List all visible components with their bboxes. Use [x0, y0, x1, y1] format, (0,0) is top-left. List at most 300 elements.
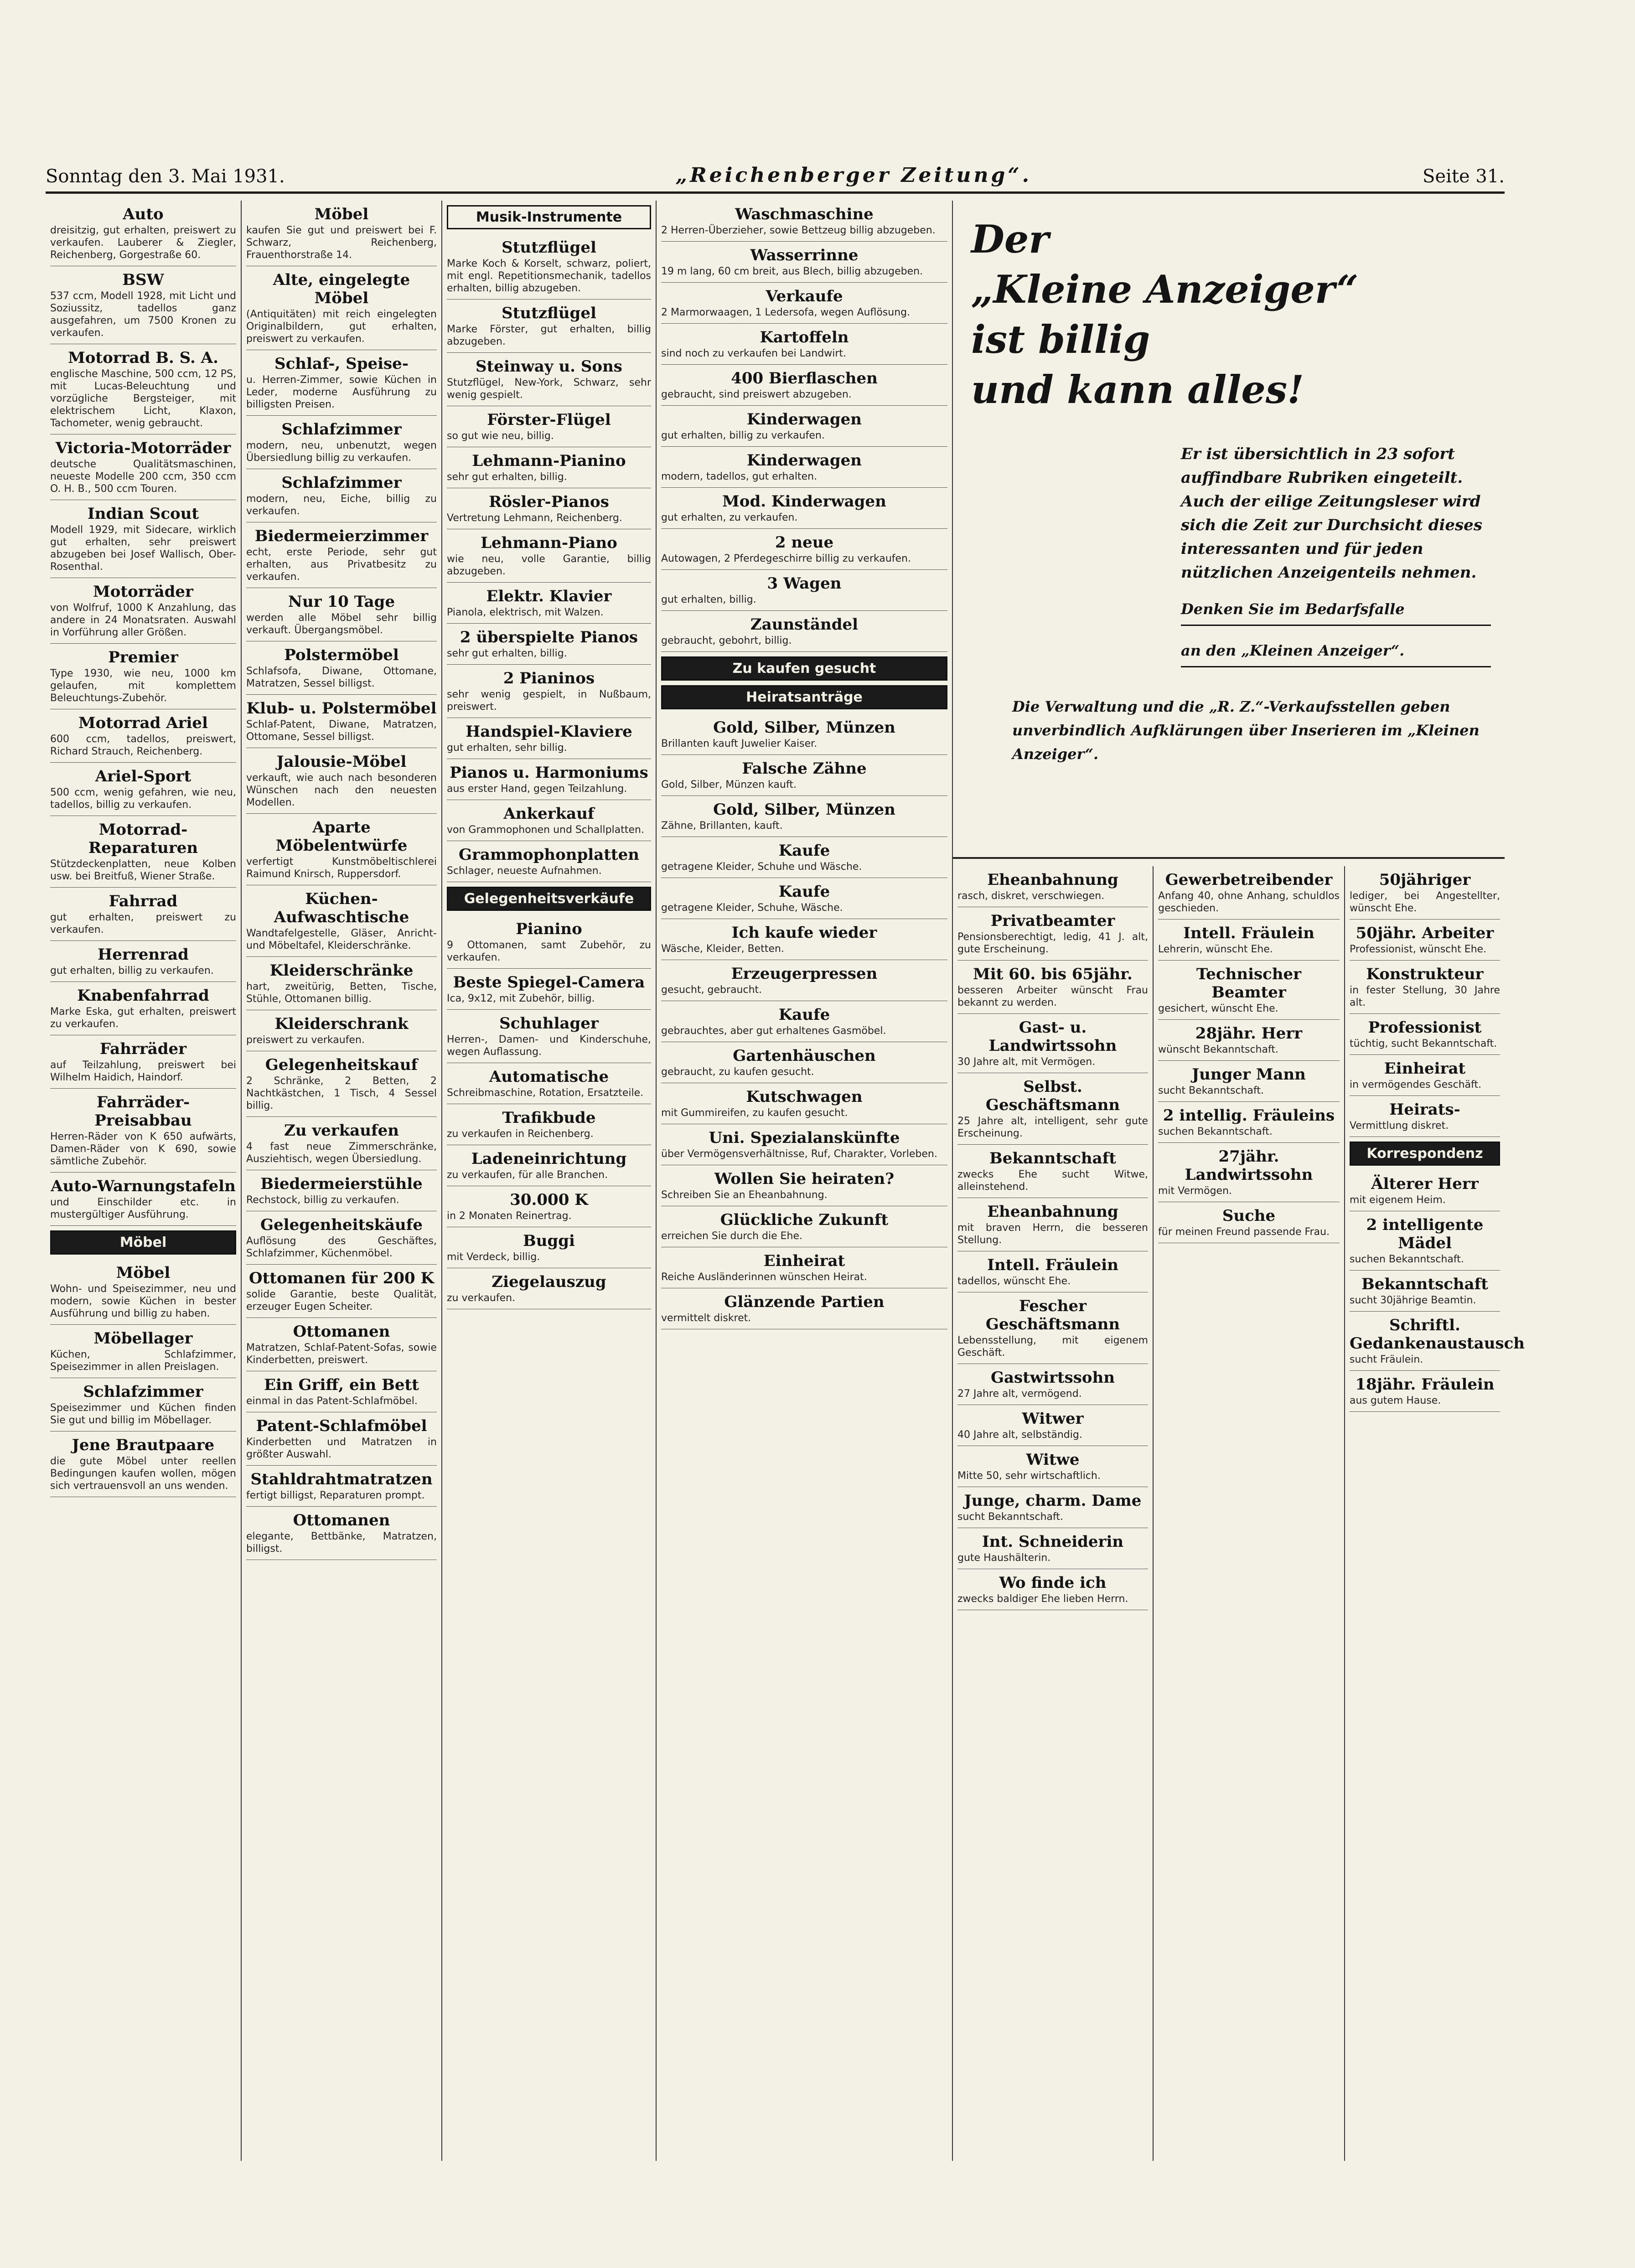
classified-ad: [1350, 1211, 1500, 1271]
ad-heading: Herrenrad: [98, 945, 189, 964]
classified-ad: [50, 888, 236, 941]
ad-heading: Schriftl. Gedankenaustausch: [1350, 1316, 1525, 1353]
ad-heading: Kartoffeln: [760, 328, 849, 346]
header-date: Sonntag den 3. Mai 1931.: [46, 166, 285, 187]
ad-heading: Ein Griff, ein Bett: [264, 1376, 419, 1394]
ad-heading: Trafikbude: [502, 1109, 596, 1127]
promo-line-4: und kann alles!: [971, 367, 1304, 412]
ad-text: Autowagen, 2 Pferdegeschirre billig zu verkaufen.: [661, 553, 911, 564]
ad-text: in vermögendes Geschäft.: [1350, 1079, 1482, 1090]
ad-heading: Kinderwagen: [747, 410, 862, 429]
classified-ad: [447, 1104, 651, 1145]
ad-heading: Gelegenheitskauf: [265, 1056, 418, 1074]
ad-heading: Fahrräder: [99, 1040, 187, 1058]
ad-text: Professionist, wünscht Ehe.: [1350, 944, 1487, 955]
ad-heading: 50jähr. Arbeiter: [1356, 924, 1494, 942]
ad-heading: Schlafzimmer: [83, 1383, 203, 1401]
ad-heading: Wollen Sie heiraten?: [714, 1170, 895, 1188]
ad-text: u. Herren-Zimmer, sowie Küchen in Leder, moderne Ausführung zu billigsten Preisen.: [246, 374, 437, 410]
ad-heading: Wasserrinne: [750, 246, 859, 264]
ad-heading: Junger Mann: [1192, 1065, 1306, 1084]
classified-ad: [50, 1089, 236, 1173]
classified-ad: [661, 1083, 947, 1124]
classified-ad: [957, 1251, 1148, 1292]
ad-text: so gut wie neu, billig.: [447, 430, 554, 442]
column-1: [46, 201, 242, 2161]
ad-heading: Int. Schneiderin: [982, 1533, 1124, 1551]
ad-heading: Lehmann-Piano: [481, 534, 617, 552]
ad-text: kaufen Sie gut und preiswert bei F. Schwarz, Reichenberg, Frauenthorstraße 14.: [246, 225, 437, 261]
classified-ad: [661, 837, 947, 878]
ad-text: sucht Fräulein.: [1350, 1354, 1423, 1365]
ad-text: von Grammophonen und Schallplatten.: [447, 824, 644, 836]
classified-ad: [661, 1165, 947, 1206]
classified-ad: [1158, 1020, 1340, 1061]
ad-text: Anfang 40, ohne Anhang, schuldlos geschieden.: [1158, 890, 1340, 914]
classified-ad: [661, 1247, 947, 1288]
classified-ad: [246, 1318, 437, 1371]
ad-heading: Ankerkauf: [503, 805, 595, 823]
ad-heading: Fahrräder-Preisabbau: [94, 1093, 192, 1130]
classified-ad: [661, 201, 947, 242]
ad-text: modern, neu, Eiche, billig zu verkaufen.: [246, 493, 437, 517]
ad-heading: Witwe: [1026, 1451, 1080, 1469]
classified-ad: [661, 878, 947, 919]
ad-text: Marke Förster, gut erhalten, billig abzugeben.: [447, 324, 651, 347]
ad-text: gesucht, gebraucht.: [661, 984, 762, 996]
classified-ad: [246, 416, 437, 469]
classified-ad: [1158, 866, 1340, 920]
classified-ad: [50, 1325, 236, 1378]
ad-text: Mitte 50, sehr wirtschaftlich.: [957, 1470, 1101, 1482]
ad-heading: Mit 60. bis 65jähr.: [973, 965, 1133, 983]
classified-ad: [50, 644, 236, 709]
classified-ad: [447, 841, 651, 882]
ad-text: 19 m lang, 60 cm breit, aus Blech, billig abzugeben.: [661, 266, 923, 277]
ad-text: sehr wenig gespielt, in Nußbaum, preiswert.: [447, 689, 651, 713]
classified-ad: [447, 529, 651, 583]
ad-text: in 2 Monaten Reinertrag.: [447, 1210, 572, 1222]
ad-text: sind noch zu verkaufen bei Landwirt.: [661, 348, 847, 359]
ad-text: die gute Möbel unter reellen Bedingungen kaufen wollen, mögen sich vertrauensvoll an uns wenden.: [50, 1456, 236, 1492]
ad-heading: Fahrrad: [109, 892, 178, 910]
ad-heading: Kutschwagen: [746, 1088, 863, 1106]
promo-separator: [953, 857, 1505, 859]
classified-ad: [447, 1145, 651, 1186]
ad-text: Brillanten kauft Juwelier Kaiser.: [661, 738, 818, 749]
classified-ad: [661, 1042, 947, 1083]
ad-heading: BSW: [122, 271, 164, 289]
ad-heading: Beste Spiegel-Camera: [453, 973, 645, 992]
ad-text: 4 fast neue Zimmerschränke, Ausziehtisch, wegen Übersiedlung.: [246, 1141, 437, 1165]
ad-heading: 400 Bierflaschen: [731, 369, 878, 387]
header-rule: [46, 191, 1505, 194]
classified-ad: [50, 1259, 236, 1325]
ad-text: aus gutem Hause.: [1350, 1395, 1441, 1406]
ad-text: Speisezimmer und Küchen finden Sie gut und billig im Möbellager.: [50, 1402, 236, 1426]
ad-heading: Biedermeierzimmer: [254, 527, 429, 545]
promo-footer: Die Verwaltung und die „R. Z.“-Verkaufsstellen geben unverbindlich Aufklärungen über Inserieren im „Kleinen Anzeiger“.: [1012, 698, 1480, 763]
ad-text: erreichen Sie durch die Ehe.: [661, 1230, 802, 1242]
ad-text: vermittelt diskret.: [661, 1312, 751, 1324]
classified-ad: [246, 1010, 437, 1051]
classified-ad: [957, 1528, 1148, 1569]
ad-heading: Knabenfahrrad: [77, 987, 209, 1005]
classified-ad: [50, 500, 236, 578]
ad-heading: 30.000 K: [510, 1191, 588, 1209]
classified-ad: [447, 300, 651, 353]
classified-ad: [1350, 1055, 1500, 1096]
ad-heading: Steinway u. Sons: [476, 357, 622, 376]
ad-text: Pianola, elektrisch, mit Walzen.: [447, 607, 604, 618]
classified-ad: [1158, 1202, 1340, 1243]
ad-text: gut erhalten, billig zu verkaufen.: [50, 965, 214, 976]
ad-heading: Polstermöbel: [284, 646, 399, 664]
ad-heading: 18jähr. Fräulein: [1355, 1375, 1495, 1394]
ad-heading: Zu verkaufen: [284, 1121, 399, 1140]
classified-ad: [447, 488, 651, 529]
classified-ad: [957, 866, 1148, 907]
column-6: [1154, 866, 1345, 2161]
classified-ad: [246, 522, 437, 588]
ad-heading: 50jähriger: [1379, 871, 1471, 889]
classified-ad: [447, 1227, 651, 1268]
ad-heading: 2 überspielte Pianos: [460, 628, 638, 646]
ad-text: gebraucht, gebohrt, billig.: [661, 635, 792, 646]
ad-heading: 2 Pianinos: [503, 669, 595, 687]
ad-heading: Selbst. Geschäftsmann: [985, 1078, 1120, 1114]
ad-heading: Bekanntschaft: [1361, 1275, 1489, 1293]
ad-text: Herren-, Damen- und Kinderschuhe, wegen Auflassung.: [447, 1034, 651, 1058]
classified-ad: [957, 1487, 1148, 1528]
ad-text: tüchtig, sucht Bekanntschaft.: [1350, 1038, 1497, 1049]
ad-heading: Möbel: [314, 205, 369, 223]
ad-text: Type 1930, wie neu, 1000 km gelaufen, mit komplettem Beleuchtungs-Zubehör.: [50, 668, 236, 704]
classified-ad: [50, 941, 236, 982]
ad-heading: Automatische: [489, 1068, 609, 1086]
classified-ad: [957, 1198, 1148, 1251]
ad-heading: Ziegelauszug: [492, 1273, 606, 1291]
classified-ad: [957, 961, 1148, 1014]
ad-text: zwecks Ehe sucht Witwe, alleinstehend.: [957, 1169, 1148, 1193]
classified-ad: [50, 1378, 236, 1431]
ad-heading: Kleiderschränke: [269, 961, 414, 980]
ad-heading: Nur 10 Tage: [288, 593, 395, 611]
promo-line-1: Der: [971, 217, 1049, 262]
classified-ad: [957, 1446, 1148, 1487]
ad-text: Kinderbetten und Matratzen in größter Auswahl.: [246, 1436, 437, 1460]
ad-heading: Gast- u. Landwirtssohn: [988, 1018, 1117, 1055]
ad-text: Schlafsofa, Diwane, Ottomane, Matratzen, Sessel billigst.: [246, 666, 437, 689]
ad-text: fertigt billigst, Reparaturen prompt.: [246, 1490, 425, 1501]
classified-ad: [661, 447, 947, 488]
classified-ad: [1350, 1096, 1500, 1137]
classified-ad: [1158, 1143, 1340, 1202]
ad-text: getragene Kleider, Schuhe und Wäsche.: [661, 861, 862, 873]
ad-text: zu verkaufen, für alle Branchen.: [447, 1169, 608, 1181]
column-2: [242, 201, 442, 2161]
classified-ad: [447, 759, 651, 800]
ad-heading: Heirats-: [1389, 1100, 1460, 1119]
ad-heading: Falsche Zähne: [742, 759, 867, 778]
ad-text: echt, erste Periode, sehr gut erhalten, aus Privatbesitz zu verkaufen.: [246, 547, 437, 583]
ad-heading: Aparte Möbelentwürfe: [275, 818, 408, 855]
promo-line-2: „Kleine Anzeiger“: [971, 267, 1359, 312]
ad-heading: Grammophonplatten: [459, 846, 639, 864]
ad-text: gut erhalten, billig.: [661, 594, 756, 605]
classified-ad: [246, 814, 437, 885]
ad-text: dreisitzig, gut erhalten, preiswert zu verkaufen. Lauberer & Ziegler, Reichenberg, Gorgestraße 60.: [50, 225, 236, 261]
ad-text: 600 ccm, tadellos, preiswert, Richard Strauch, Reichenberg.: [50, 734, 236, 757]
classified-ad: [661, 919, 947, 960]
ad-heading: 2 intellig. Fräuleins: [1163, 1106, 1335, 1125]
classified-ad: [447, 915, 651, 969]
ad-text: Stützdeckenplatten, neue Kolben usw. bei Breitfuß, Wiener Straße.: [50, 858, 236, 882]
ad-text: zwecks baldiger Ehe lieben Herrn.: [957, 1593, 1128, 1605]
classified-ad: [447, 1186, 651, 1227]
ad-text: suchen Bekanntschaft.: [1158, 1126, 1273, 1137]
ad-heading: Auto-Warnungstafeln: [51, 1177, 236, 1195]
ad-heading: Jalousie-Möbel: [276, 753, 407, 771]
ad-heading: Witwer: [1022, 1410, 1084, 1428]
classified-ad: [50, 344, 236, 434]
ad-text: für meinen Freund passende Frau.: [1158, 1226, 1330, 1238]
ad-heading: Zaunständel: [750, 615, 859, 634]
ad-text: und Einschilder etc. in mustergültiger Ausführung.: [50, 1197, 236, 1220]
page-header: [46, 150, 1505, 187]
ad-text: Schlager, neueste Aufnahmen.: [447, 865, 602, 877]
ad-heading: Klub- u. Polstermöbel: [246, 699, 437, 718]
classified-ad: [50, 266, 236, 344]
ad-heading: Eheanbahnung: [987, 1203, 1118, 1221]
ad-text: mit Gummireifen, zu kaufen gesucht.: [661, 1107, 848, 1119]
ad-text: elegante, Bettbänke, Matratzen, billigst.: [246, 1531, 437, 1555]
ad-heading: Ariel-Sport: [95, 767, 191, 785]
ad-heading: Ottomanen: [293, 1511, 390, 1529]
ad-text: mit braven Herrn, die besseren Stellung.: [957, 1222, 1148, 1246]
ad-heading: Stahldrahtmatratzen: [250, 1470, 433, 1488]
classified-ad: [447, 624, 651, 665]
classified-ad: [50, 434, 236, 500]
ad-text: Vermittlung diskret.: [1350, 1120, 1449, 1131]
ad-heading: Patent-Schlafmöbel: [256, 1417, 427, 1435]
ad-text: 27 Jahre alt, vermögend.: [957, 1388, 1082, 1400]
ad-heading: Schuhlager: [499, 1014, 599, 1033]
ad-heading: Ottomanen für 200 K: [248, 1269, 435, 1287]
classified-ad: [447, 406, 651, 447]
classified-ad: [1158, 920, 1340, 961]
classified-ad: [957, 1145, 1148, 1198]
ad-heading: Uni. Spezialanskünfte: [709, 1129, 900, 1147]
ad-heading: Technischer Beamter: [1196, 965, 1302, 1002]
classified-ad: [1350, 920, 1500, 961]
classified-ad: [661, 406, 947, 447]
ad-text: Marke Koch & Korselt, schwarz, poliert, mit engl. Repetitionsmechanik, tadellos erhalten, billig abzugeben.: [447, 258, 651, 294]
classified-ad: [50, 1173, 236, 1226]
ad-text: modern, tadellos, gut erhalten.: [661, 471, 818, 482]
classified-ad: [246, 1211, 437, 1265]
ad-text: wünscht Bekanntschaft.: [1158, 1044, 1278, 1055]
ad-heading: Küchen-Aufwaschtische: [274, 890, 409, 926]
ad-heading: Jene Brautpaare: [72, 1436, 215, 1454]
promo-line-3: ist billig: [971, 317, 1150, 362]
ad-text: Stutzflügel, New-York, Schwarz, sehr wenig gespielt.: [447, 377, 651, 401]
ad-heading: Wo finde ich: [999, 1574, 1107, 1592]
ad-text: tadellos, wünscht Ehe.: [957, 1276, 1071, 1287]
ad-text: hart, zweitürig, Betten, Tische, Stühle, Ottomanen billig.: [246, 981, 437, 1005]
ad-heading: 3 Wagen: [767, 574, 842, 593]
ad-text: von Wolfruf, 1000 K Anzahlung, das andere in 24 Monatsraten. Auswahl in Vorführung aller Größen.: [50, 602, 236, 638]
ad-heading: Möbellager: [93, 1329, 193, 1348]
ad-heading: Mod. Kinderwagen: [722, 492, 886, 511]
ad-text: gute Haushälterin.: [957, 1552, 1051, 1564]
ad-text: Matratzen, Schlaf-Patent-Sofas, sowie Kinderbetten, preiswert.: [246, 1342, 437, 1366]
classified-ad: [1350, 1170, 1500, 1211]
ad-text: verkauft, wie auch nach besonderen Wünschen nach den neuesten Modellen.: [246, 772, 437, 808]
ad-heading: Glückliche Zukunft: [720, 1211, 889, 1229]
classified-ad: [447, 1268, 651, 1309]
classified-ad: [246, 1051, 437, 1117]
ad-heading: Eheanbahnung: [987, 871, 1118, 889]
ad-text: solide Garantie, beste Qualität, erzeuger Eugen Scheiter.: [246, 1289, 437, 1312]
ad-text: Modell 1929, mit Sidecare, wirklich gut erhalten, sehr preiswert abzugeben bei Josef Wallisch, Ober-Rosenthal.: [50, 524, 236, 573]
ad-text: gebraucht, zu kaufen gesucht.: [661, 1066, 814, 1078]
ad-text: verfertigt Kunstmöbeltischlerei Raimund Knirsch, Ruppersdorf.: [246, 856, 437, 880]
ad-text: modern, neu, unbenutzt, wegen Übersiedlung billig zu verkaufen.: [246, 440, 437, 464]
ad-heading: Gold, Silber, Münzen: [713, 718, 895, 737]
ad-heading: Gastwirtssohn: [990, 1369, 1115, 1387]
ad-text: mit Verdeck, billig.: [447, 1251, 540, 1263]
ad-heading: Alte, eingelegte Möbel: [273, 271, 410, 307]
classified-ad: [246, 266, 437, 350]
ad-text: zu verkaufen in Reichenberg.: [447, 1128, 594, 1140]
ad-heading: Motorrad-Reparaturen: [88, 821, 198, 857]
ad-heading: Junge, charm. Dame: [964, 1492, 1142, 1510]
classified-ad: [957, 1569, 1148, 1610]
classified-ad: [246, 1265, 437, 1318]
classified-ad: [246, 748, 437, 814]
ad-heading: Waschmaschine: [735, 205, 874, 223]
classified-ad: [447, 1010, 651, 1063]
kleiner-anzeiger-promo: [957, 214, 1505, 852]
ad-text: mit Vermögen.: [1158, 1185, 1232, 1197]
classified-ad: [661, 796, 947, 837]
classified-ad: [661, 283, 947, 324]
ad-text: Vertretung Lehmann, Reichenberg.: [447, 512, 622, 524]
classified-ad: [1158, 1061, 1340, 1102]
ad-heading: Pianos u. Harmoniums: [450, 764, 648, 782]
ad-heading: 28jähr. Herr: [1195, 1024, 1303, 1043]
ad-heading: Kinderwagen: [747, 451, 862, 470]
ad-heading: Lehmann-Pianino: [472, 452, 626, 470]
classified-ad: [661, 714, 947, 755]
classified-ad: [447, 665, 651, 718]
ad-text: einmal in das Patent-Schlafmöbel.: [246, 1395, 418, 1407]
ad-heading: Ladeneinrichtung: [471, 1150, 627, 1168]
section-heading: Korrespondenz: [1350, 1142, 1500, 1166]
ad-text: Schreiben Sie an Eheanbahnung.: [661, 1189, 828, 1201]
ad-text: (Antiquitäten) mit reich eingelegten Originalbildern, gut erhalten, preiswert zu verkaufen.: [246, 309, 437, 345]
classified-ad: [50, 1035, 236, 1089]
classified-ad: [246, 1412, 437, 1466]
classified-ad: [447, 583, 651, 624]
ad-heading: Buggi: [523, 1232, 575, 1250]
ad-heading: Schlaf-, Speise-: [274, 355, 409, 373]
section-heading: Musik-Instrumente: [447, 205, 651, 229]
ad-heading: Premier: [108, 648, 178, 666]
section-heading: Gelegenheitsverkäufe: [447, 887, 651, 911]
classified-ad: [50, 578, 236, 644]
ad-text: Wohn- und Speisezimmer, neu und modern, sowie Küchen in bester Ausführung und billig zu haben.: [50, 1283, 236, 1319]
promo-under-2: an den „Kleinen Anzeiger“.: [1181, 640, 1491, 667]
ad-heading: Verkaufe: [766, 287, 843, 305]
classified-ad: [661, 960, 947, 1001]
ad-text: aus erster Hand, gegen Teilzahlung.: [447, 783, 627, 795]
ad-heading: Kaufe: [778, 842, 830, 860]
classified-ad: [1350, 1371, 1500, 1412]
classified-ad: [50, 201, 236, 266]
classified-ad: [246, 641, 437, 695]
ad-text: sucht Bekanntschaft.: [957, 1511, 1063, 1523]
ad-heading: Elektr. Klavier: [486, 587, 612, 605]
ad-text: Marke Eska, gut erhalten, preiswert zu verkaufen.: [50, 1006, 236, 1030]
ad-text: 500 ccm, wenig gefahren, wie neu, tadellos, billig zu verkaufen.: [50, 787, 236, 811]
section-heading: Möbel: [50, 1230, 236, 1255]
classified-ad: [447, 1063, 651, 1104]
ad-heading: Suche: [1222, 1207, 1276, 1225]
ad-heading: Auto: [123, 205, 164, 223]
classified-ad: [246, 588, 437, 641]
ad-text: Küchen, Schlafzimmer, Speisezimmer in allen Preislagen.: [50, 1349, 236, 1373]
ad-text: deutsche Qualitätsmaschinen, neueste Modelle 200 ccm, 350 ccm O. H. B., 500 ccm Touren.: [50, 459, 236, 495]
ad-text: gesichert, wünscht Ehe.: [1158, 1003, 1278, 1014]
ad-heading: Intell. Fräulein: [987, 1256, 1118, 1274]
ad-text: 30 Jahre alt, mit Vermögen.: [957, 1056, 1096, 1068]
ad-heading: Kaufe: [778, 1006, 830, 1024]
column-4: [657, 201, 953, 2161]
classified-ad: [246, 1371, 437, 1412]
ad-heading: 2 neue: [775, 533, 834, 552]
classified-ad: [447, 800, 651, 841]
ad-heading: 2 intelligente Mädel: [1366, 1216, 1484, 1252]
ad-heading: Professionist: [1368, 1018, 1482, 1037]
classified-ad: [447, 969, 651, 1010]
classified-ad: [661, 365, 947, 406]
ad-heading: Glänzende Partien: [724, 1293, 885, 1311]
ad-text: auf Teilzahlung, preiswert bei Wilhelm Haidich, Haindorf.: [50, 1059, 236, 1083]
ad-heading: Fescher Geschäftsmann: [985, 1297, 1120, 1333]
ad-heading: Ich kaufe wieder: [731, 924, 877, 942]
ad-text: Pensionsberechtigt, ledig, 41 J. alt, gute Erscheinung.: [957, 931, 1148, 955]
ad-heading: Gartenhäuschen: [733, 1047, 876, 1065]
classified-ad: [957, 1014, 1148, 1073]
ad-text: mit eigenem Heim.: [1350, 1194, 1446, 1206]
ad-text: englische Maschine, 500 ccm, 12 PS, mit Lucas-Beleuchtung und vorzügliche Bergsteiger, mit elektrischem Licht, Klaxon, Tachometer, wenig gebraucht.: [50, 368, 236, 429]
ad-text: 40 Jahre alt, selbständig.: [957, 1429, 1082, 1441]
ad-text: gebraucht, sind preiswert abzugeben.: [661, 389, 852, 400]
classified-ad: [661, 324, 947, 365]
ad-heading: Rösler-Pianos: [489, 493, 609, 511]
classified-ad: [661, 488, 947, 529]
classified-ad: [50, 763, 236, 816]
ad-text: Herren-Räder von K 650 aufwärts, Damen-Räder von K 690, sowie sämtliche Zubehör.: [50, 1131, 236, 1167]
ad-heading: Victoria-Motorräder: [55, 439, 231, 457]
classified-ad: [447, 234, 651, 300]
ad-text: 9 Ottomanen, samt Zubehör, zu verkaufen.: [447, 940, 651, 963]
ad-text: sucht Bekanntschaft.: [1158, 1085, 1264, 1096]
classified-ad: [50, 982, 236, 1035]
classified-ad: [1350, 1271, 1500, 1312]
